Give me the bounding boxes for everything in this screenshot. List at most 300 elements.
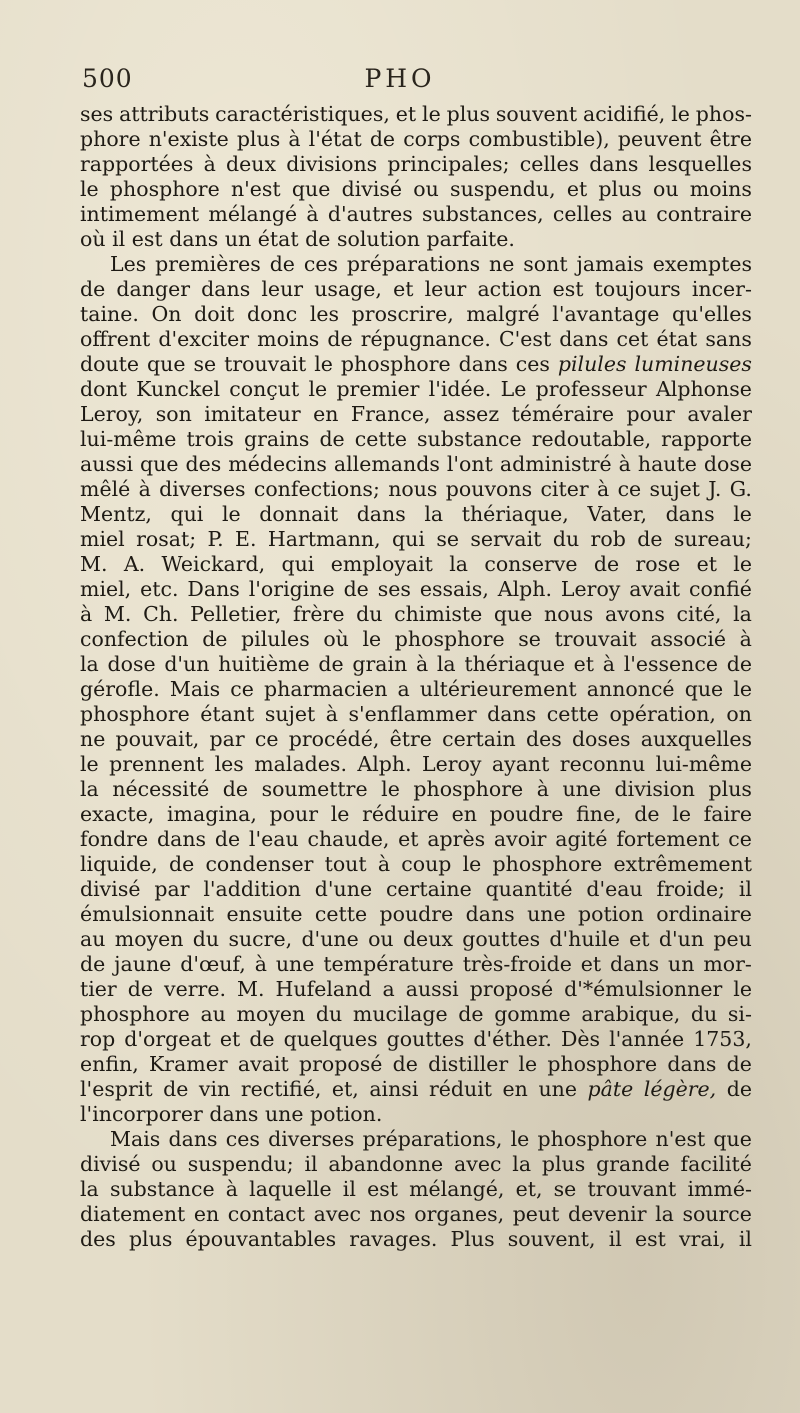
word: malgré (466, 302, 540, 326)
word: de (343, 577, 369, 601)
word: qui (281, 552, 315, 576)
word: Vater, (587, 502, 647, 526)
word: Mais (169, 677, 221, 701)
word: répugnance. (360, 327, 491, 351)
word: les (214, 752, 244, 776)
word: Plus (450, 1227, 495, 1251)
word: confection (80, 627, 189, 651)
word: à (80, 602, 93, 626)
word: tout (324, 852, 367, 876)
word: le (330, 802, 350, 826)
word: divisé (80, 1152, 141, 1176)
word: la (733, 602, 752, 626)
word: proposé (469, 977, 554, 1001)
word: il (608, 1227, 622, 1251)
word: à (325, 702, 338, 726)
word: le (733, 677, 752, 701)
word: de (249, 1027, 275, 1051)
word: lui-même (80, 427, 177, 451)
word: avait (237, 1052, 289, 1076)
word: pour (269, 802, 319, 826)
word: donc (247, 302, 298, 326)
word: substances, (422, 202, 544, 226)
word: On (151, 302, 182, 326)
word: verre. (164, 977, 226, 1001)
word: s'enflammer (348, 702, 477, 726)
word: cette (354, 427, 407, 451)
word: enfin, (80, 1052, 139, 1076)
word: dose (107, 652, 156, 676)
word: sont (523, 252, 568, 276)
word: l'avantage (552, 302, 660, 326)
word: que (684, 677, 724, 701)
text-line (80, 152, 752, 177)
word: l'eau (248, 827, 299, 851)
word: à (602, 652, 615, 676)
word: cette (546, 702, 599, 726)
word: fine, (576, 802, 622, 826)
word: action (477, 277, 542, 301)
word: réduit (428, 1077, 492, 1101)
text-line (80, 127, 752, 152)
word: en (313, 402, 339, 426)
word: ou (413, 177, 439, 201)
word: celles (519, 152, 580, 176)
word: tier (80, 977, 117, 1001)
word: la (449, 552, 469, 576)
word: et (393, 277, 414, 301)
word: l'année (609, 1027, 685, 1051)
word: l'ont (446, 452, 493, 476)
word: substance (109, 1177, 215, 1201)
text-line (80, 402, 752, 427)
word: il (342, 1177, 356, 1201)
word: huitième (218, 652, 310, 676)
word: température (323, 952, 454, 976)
word: une (538, 1077, 577, 1101)
word: sujet (264, 702, 316, 726)
word: soumettre (261, 777, 368, 801)
word: jaune (114, 952, 172, 976)
word: par (209, 727, 245, 751)
word: pharmacien (264, 677, 388, 701)
word: miel (80, 527, 125, 551)
word: que (291, 177, 331, 201)
word: quelques (283, 1027, 378, 1051)
word: à (377, 852, 391, 876)
word: une (527, 902, 566, 926)
word: que (493, 602, 533, 626)
word: rapportées (80, 152, 194, 176)
word: le (462, 852, 482, 876)
word: plus (541, 1152, 586, 1176)
word: facilité (680, 1152, 752, 1176)
word: plus (598, 177, 642, 201)
text-line (80, 677, 752, 702)
word: souvent (495, 102, 578, 126)
word: gomme (494, 1002, 571, 1026)
word: d'une (314, 877, 373, 901)
word: Kunckel (136, 377, 221, 401)
word: jamais (576, 252, 644, 276)
word: la (80, 777, 99, 801)
word: médecins (228, 452, 327, 476)
word: avec (454, 1152, 502, 1176)
word: émulsionnait (80, 902, 215, 926)
word: préparations, (362, 1127, 503, 1151)
word: chaude, (307, 827, 390, 851)
word: source (682, 1202, 752, 1226)
word: de (637, 527, 663, 551)
text-line (80, 602, 752, 627)
word: quantité (485, 877, 573, 901)
word: dans (209, 1102, 259, 1126)
word: l'incorporer (80, 1102, 203, 1126)
text-line (80, 777, 752, 802)
word: miel, (80, 577, 132, 601)
text-line (80, 477, 752, 502)
word: M. (103, 602, 132, 626)
text-line (80, 1227, 752, 1252)
word: l'idée. (428, 377, 492, 401)
word: état (656, 327, 698, 351)
word: phosphore (80, 702, 190, 726)
word: lumineuses (634, 352, 752, 376)
text-line (80, 377, 752, 402)
word: Le (500, 377, 527, 401)
text-line (80, 977, 752, 1002)
word: rectifié, (240, 1077, 322, 1101)
word: que (713, 1127, 752, 1151)
word: ses (80, 102, 114, 126)
word: Alphonse (656, 377, 752, 401)
word: proposé (298, 1052, 383, 1076)
word: la (512, 1152, 532, 1176)
text-line (80, 502, 752, 527)
word: division (614, 777, 695, 801)
word: extrêmement (613, 852, 752, 876)
word: rapporte (661, 427, 752, 451)
word: opération, (609, 702, 716, 726)
word: épouvantables (185, 1227, 337, 1251)
word: assez (442, 402, 500, 426)
word: ce (617, 477, 642, 501)
word: en (193, 1202, 220, 1226)
word: froide; (656, 877, 725, 901)
word: pilules (557, 352, 627, 376)
word: attributs (119, 102, 210, 126)
word: E. (235, 527, 257, 551)
word: ce (254, 727, 279, 751)
word: trois (186, 427, 234, 451)
word: état (257, 227, 299, 251)
word: il (738, 877, 752, 901)
word: une (264, 1102, 304, 1126)
word: d'un (658, 927, 705, 951)
word: et (219, 1027, 241, 1051)
word: doute (80, 352, 140, 376)
word: rop (80, 1027, 116, 1051)
word: mor- (703, 952, 752, 976)
word: est (367, 1177, 398, 1201)
word: ainsi (369, 1077, 419, 1101)
word: dans (559, 327, 609, 351)
text-line (80, 627, 752, 652)
word: toujours (594, 277, 681, 301)
word: téméraire (511, 402, 615, 426)
word: de (392, 1052, 418, 1076)
word: usage, (314, 277, 382, 301)
word: être (709, 127, 752, 151)
word: grande (596, 1152, 670, 1176)
word: contact (227, 1202, 306, 1226)
word: à (618, 452, 631, 476)
word: pouvait, (115, 727, 200, 751)
word: celles (552, 202, 613, 226)
word: doses (571, 727, 631, 751)
word: en (451, 802, 477, 826)
text-line (80, 352, 752, 377)
word: à (739, 627, 752, 651)
word: pouvons (445, 477, 533, 501)
word: de (168, 852, 195, 876)
word: ces (515, 352, 550, 376)
word: acidifié, (583, 102, 666, 126)
word: doit (194, 302, 235, 326)
word: certain (442, 727, 516, 751)
word: essais, (419, 577, 489, 601)
word: Hartmann, (267, 527, 381, 551)
word: après (427, 827, 486, 851)
word: de (127, 977, 154, 1001)
word: ce (728, 827, 752, 851)
word: dans (487, 702, 537, 726)
word: le (362, 627, 382, 651)
word: confections; (253, 477, 380, 501)
word: agité (555, 827, 608, 851)
word: P. (207, 527, 224, 551)
word: se (553, 1177, 577, 1201)
word: de (634, 802, 660, 826)
word: du (552, 527, 580, 551)
word: arabique, (581, 1002, 681, 1026)
word: ensuite (226, 902, 303, 926)
word: qu'elles (672, 302, 752, 326)
word: phosphore (109, 177, 220, 201)
word: le (510, 1127, 530, 1151)
word: conserve (484, 552, 578, 576)
word: plus (446, 102, 491, 126)
word: une (275, 952, 315, 976)
word: fortement (616, 827, 720, 851)
word: de (593, 552, 620, 576)
text-line (80, 877, 752, 902)
word: poudre (379, 902, 454, 926)
word: il (738, 1227, 752, 1251)
text-line (80, 227, 752, 252)
text-line (80, 202, 752, 227)
word: le (733, 502, 752, 526)
word: nos (369, 1202, 406, 1226)
word: divisions (286, 152, 378, 176)
word: est (552, 277, 584, 301)
word: dans (168, 1127, 218, 1151)
word: des (185, 452, 222, 476)
word: plus (128, 1227, 173, 1251)
word: préparations (346, 252, 481, 276)
word: de (726, 1077, 752, 1101)
word: danger (116, 277, 191, 301)
word: plus (236, 127, 281, 151)
word: à (415, 652, 429, 676)
word: la (655, 1202, 674, 1226)
word: n'est (230, 177, 281, 201)
word: dans (201, 277, 251, 301)
word: mélangé (208, 202, 298, 226)
word: d'*émulsionner (564, 977, 723, 1001)
word: gouttes (462, 927, 541, 951)
word: poudre (489, 802, 564, 826)
word: redoutable, (531, 427, 652, 451)
word: trouvant (587, 1177, 677, 1201)
word: de (163, 1077, 189, 1101)
word: de (458, 1002, 484, 1026)
word: que (147, 352, 186, 376)
word: cette (314, 902, 368, 926)
word: coup (401, 852, 452, 876)
word: abandonne (328, 1152, 444, 1176)
word: nécessité (112, 777, 210, 801)
word: d'exciter (158, 327, 250, 351)
word: pâte (587, 1077, 634, 1101)
word: le (381, 777, 400, 801)
word: allemands (333, 452, 440, 476)
word: d'éther. (473, 1027, 552, 1051)
word: certaine (385, 877, 472, 901)
text-line (80, 927, 752, 952)
word: confié (689, 577, 752, 601)
word: souvent, (507, 1227, 596, 1251)
word: Les (110, 252, 147, 276)
word: et, (331, 1077, 359, 1101)
text-line (80, 277, 752, 302)
word: moins (257, 327, 320, 351)
word: la (436, 652, 456, 676)
word: cet (616, 327, 649, 351)
word: mélangé, (409, 1177, 505, 1201)
word: il (304, 1152, 318, 1176)
word: premier (336, 377, 420, 401)
word: immé- (687, 1177, 752, 1201)
word: se (193, 352, 217, 376)
word: dans (169, 227, 219, 251)
word: potion. (310, 1102, 383, 1126)
word: le (671, 102, 690, 126)
word: vin (198, 1077, 231, 1101)
word: corps (403, 127, 461, 151)
word: rosat; (136, 527, 197, 551)
word: son (155, 402, 192, 426)
word: peu (713, 927, 752, 951)
word: se (518, 627, 541, 651)
word: trouvait (554, 627, 637, 651)
word: combustible), (468, 127, 610, 151)
word: n'est (655, 1127, 706, 1151)
word: intimement (80, 202, 200, 226)
word: proscrire, (351, 302, 454, 326)
word: peuvent (617, 127, 702, 151)
word: aussi (405, 977, 459, 1001)
word: diverses (268, 1127, 355, 1151)
word: on (726, 702, 752, 726)
word: et (395, 102, 417, 126)
word: malades. (254, 752, 347, 776)
word: à (597, 477, 610, 501)
word: de (214, 827, 241, 851)
word: leur (261, 277, 304, 301)
word: pour (626, 402, 675, 426)
word: d'une (301, 927, 359, 951)
word: le (314, 352, 333, 376)
word: le (221, 502, 241, 526)
word: deux (226, 152, 277, 176)
word: potion (578, 902, 644, 926)
word: dose (703, 452, 752, 476)
word: grain (352, 652, 408, 676)
word: contraire (656, 202, 752, 226)
word: rose (635, 552, 681, 576)
word: de (318, 652, 344, 676)
word: A. (123, 552, 146, 576)
text-line (80, 752, 752, 777)
word: avaler (687, 402, 752, 426)
word: en (502, 1077, 528, 1101)
word: diatement (80, 1202, 186, 1226)
word: phore (80, 127, 141, 151)
word: étant (200, 702, 255, 726)
word: rob (590, 527, 626, 551)
word: phosphore (413, 777, 524, 801)
word: plus (708, 777, 752, 801)
word: offrent (80, 327, 151, 351)
text-line (80, 802, 752, 827)
word: procédé, (288, 727, 380, 751)
word: pilules (241, 627, 310, 651)
word: est (131, 227, 163, 251)
word: thériaque (464, 652, 565, 676)
word: laquelle (249, 1177, 332, 1201)
word: ordinaire (656, 902, 752, 926)
text-line (80, 577, 752, 602)
word: Mais (110, 1127, 161, 1151)
word: moins (689, 177, 752, 201)
text-line (80, 902, 752, 927)
text-line (80, 1152, 752, 1177)
word: suspendu, (450, 177, 556, 201)
text-line (80, 827, 752, 852)
text-line (80, 252, 752, 277)
word: prennent (109, 752, 205, 776)
word: devenir (567, 1202, 647, 1226)
word: de (369, 127, 396, 151)
word: du (690, 1002, 718, 1026)
word: aussi (80, 452, 134, 476)
word: G. (729, 477, 752, 501)
word: ou (368, 927, 394, 951)
word: mêlé (80, 477, 131, 501)
word: substance (417, 427, 522, 451)
word: phosphore (80, 1002, 190, 1026)
